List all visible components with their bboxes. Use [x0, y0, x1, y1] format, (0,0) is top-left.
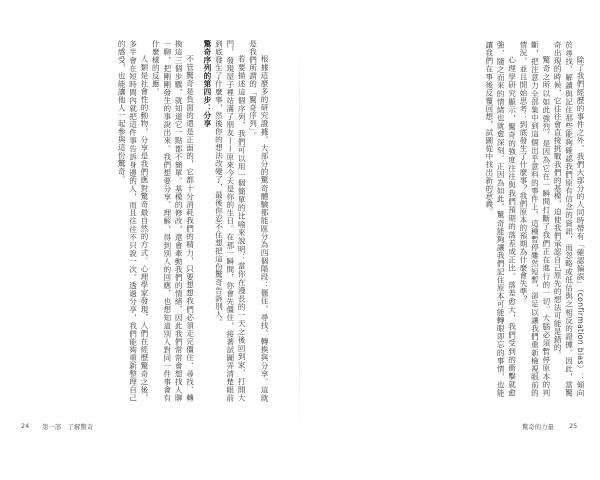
body-paragraph: 人類是社會性的動物，分享是我們應對驚奇最自然的方式。心理學家發現，人們在經歷驚奇之後，多半會在短時間內就把這件事告訴身邊的人，而且往往不只說一次。透過分享，我們能夠重新整理自己的感受，也能讓他人一起參與這份驚奇。 — [117, 40, 149, 402]
page-number: 24 — [21, 422, 30, 430]
body-paragraph: 根據這麼多的研究證據，大部分的驚奇體驗都能區分為四個階段：僵住、尋找、轉換與分享。這就是我們所謂的「驚奇序列」。 — [248, 40, 269, 402]
section-heading: 驚奇序列的第四步：分享 — [202, 40, 212, 128]
body-paragraph: 心理學研究顯示，驚奇的強度往往與我們預期的落差成正比。落差愈大，我們受到的衝擊就愈強，隨之而來的情緒也就愈深刻。正因為如此，驚奇能夠讓我們記住原本可能轉眼即忘的事情，也能讓我們在事後反覆回想，試圖從中找出新的意義。 — [484, 41, 517, 397]
body-paragraph: 若要描述這個序列，我們可以用一個簡單的比喻來說明：當你在漫長的一天之後回到家，打開大門，發現屋子裡站滿了朋友——原來今天是你的生日。在那一瞬間，你會先僵住，接著試圖弄清楚眼前到底發生了什麼事，然後你的想法改變了，最後你忍不住想把這份驚奇告訴別人。 — [214, 40, 247, 402]
right-page — [300, 0, 600, 480]
left-page-body — [26, 40, 270, 402]
page-number: 25 — [569, 422, 578, 430]
body-paragraph: 驚奇之所以如此強烈，是因為它在一瞬間打斷了我們正在進行的一切。大腦必須暫停原本的判斷，把注意力全部集中到這個出乎意料的事件上。這種暫停雖然短暫，卻足以讓我們重新檢視眼前的情況，並且開始思考：到底發生了什麼事？我們原本的預期為什麼會失準？ — [518, 41, 551, 397]
running-head: 第一部 了解驚奇 — [42, 423, 94, 431]
body-paragraph: 除了我們經歷的事件之外，我們大部分的人同時帶有「確認偏誤」（confirmation bias）：傾向於尋找、解讀與記住那些能夠確認我們原有信念的資訊，而忽略或低估與之相反的證據。因此，當驚奇出現的時候，它往往會直接挑戰我們的基模，迫使我們承認自己原先的想法可能是錯的。 — [553, 41, 585, 397]
body-paragraph: 不管驚奇是負面的還是正面的，它都十分消耗我們的精力，只要想想我們必須走完僵住、尋找、轉換這三個步驟，就知道它一點都不簡單。基模的修改，還會牽動我們的情緒，因此我們常常會想找人聊一聊，把剛剛發生的事說出來。我們想要分享、理解，得到別人的回應，也想知道別人對同一件事會有什麼樣的反應。 — [151, 40, 195, 402]
running-head: 驚奇的力量 — [522, 423, 554, 431]
right-page-body — [353, 41, 586, 397]
